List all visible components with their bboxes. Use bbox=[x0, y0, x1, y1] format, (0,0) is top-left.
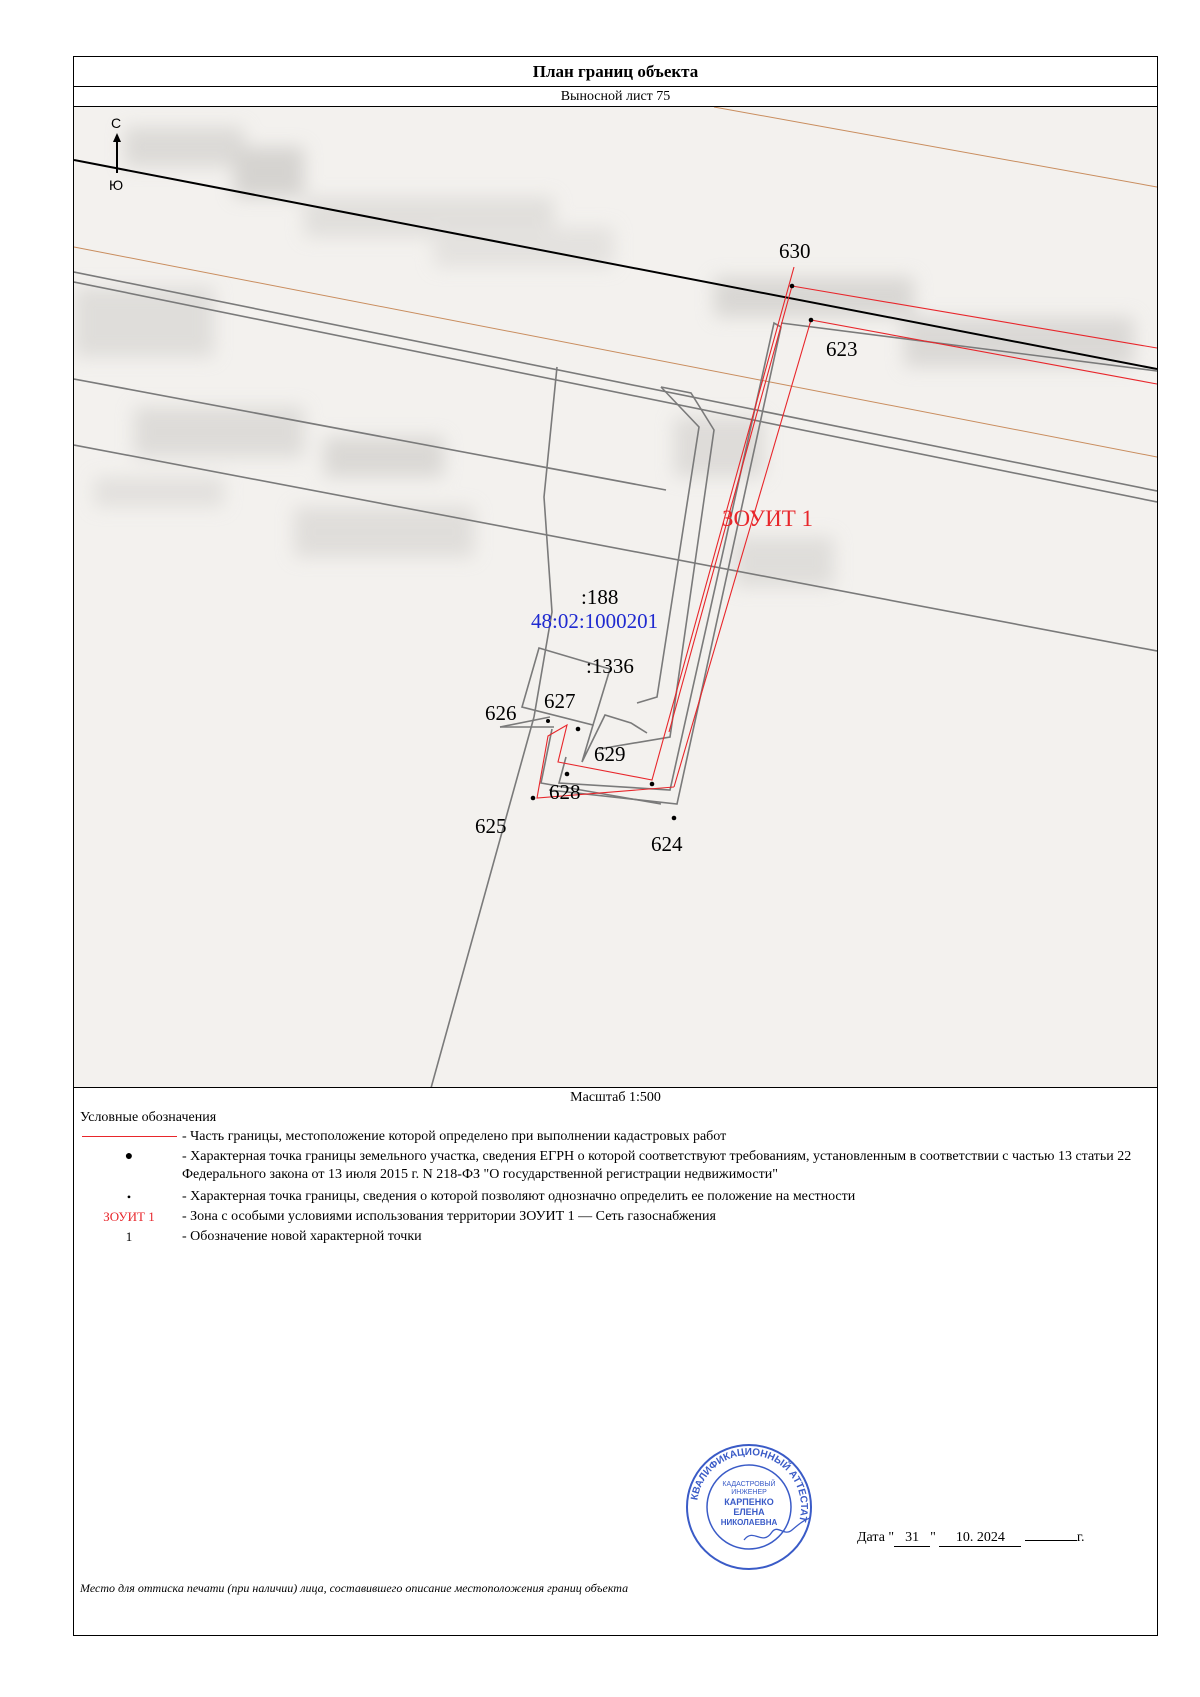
date-line bbox=[857, 1530, 1085, 1547]
date-mid: " bbox=[930, 1530, 936, 1545]
legend-red-line-symbol bbox=[74, 1128, 184, 1146]
document-frame bbox=[73, 56, 1158, 1636]
point-label-627: 627 bbox=[544, 689, 576, 713]
parcel-lines bbox=[74, 272, 1157, 1088]
point-label-628: 628 bbox=[549, 780, 581, 804]
date-prefix: Дата " bbox=[857, 1530, 895, 1545]
legend-text: - Характерная точка границы земельного участка, сведения ЕГРН о которой соответствуют требованиям, установленным в соответствии с частью 13 статьи 22 Федерального закона от 13 июля 2015 г. N 218-ФЗ "О государственной регистрации недвижимости" bbox=[182, 1149, 1132, 1182]
stamp-name3: НИКОЛАЕВНА bbox=[720, 1518, 778, 1527]
scale-label: Масштаб 1:500 bbox=[570, 1090, 661, 1105]
point-label-626: 626 bbox=[485, 701, 517, 725]
stamp-name1: КАРПЕНКО bbox=[724, 1497, 774, 1507]
orange-line-top bbox=[714, 107, 1157, 187]
north-arrow-head bbox=[113, 133, 121, 142]
legend-text: - Характерная точка границы, сведения о которой позволяют однозначно определить ее положение на местности bbox=[182, 1189, 856, 1204]
date-month-year: 10. 2024 bbox=[939, 1530, 1021, 1547]
document-subtitle: Выносной лист 75 bbox=[74, 87, 1157, 107]
stamp-ring-text: КВАЛИФИКАЦИОННЫЙ АТТЕСТАТ bbox=[689, 1446, 810, 1523]
north-label: С bbox=[111, 115, 122, 131]
zone-label: ЗОУИТ 1 bbox=[722, 506, 814, 531]
engineer-stamp bbox=[684, 1442, 814, 1572]
blurred-background bbox=[74, 127, 1134, 587]
stamp-line1: КАДАСТРОВЫЙ bbox=[722, 1481, 776, 1488]
stamp-line2: ИНЖЕНЕР bbox=[731, 1489, 767, 1496]
document-title: План границ объекта bbox=[74, 57, 1157, 87]
legend-number-symbol: 1 bbox=[125, 1229, 133, 1244]
legend-small-dot-symbol: • bbox=[126, 1190, 132, 1204]
point-label-630: 630 bbox=[779, 239, 811, 263]
legend-text: - Обозначение новой характерной точки bbox=[182, 1229, 422, 1244]
legend-large-dot-symbol: ● bbox=[124, 1149, 134, 1164]
date-day: 31 bbox=[894, 1530, 930, 1547]
date-blank bbox=[1025, 1540, 1077, 1541]
stamp-name2: ЕЛЕНА bbox=[733, 1507, 765, 1517]
south-label: Ю bbox=[109, 177, 124, 193]
boundary-plan-map bbox=[74, 107, 1157, 1088]
point-label-623: 623 bbox=[826, 337, 858, 361]
point-label-624: 624 bbox=[651, 832, 683, 856]
date-suffix: г. bbox=[1076, 1530, 1085, 1545]
footer-note: Место для оттиска печати (при наличии) лица, составившего описание местоположения границ объекта bbox=[80, 1581, 629, 1595]
legend-text: - Зона с особыми условиями использования территории ЗОУИТ 1 — Сеть газоснабжения bbox=[182, 1209, 716, 1224]
point-label-629: 629 bbox=[594, 742, 626, 766]
legend-zone-symbol: ЗОУИТ 1 bbox=[103, 1209, 155, 1224]
parcel-label-188: :188 bbox=[581, 585, 619, 609]
parcel-label-1336: :1336 bbox=[586, 654, 634, 678]
legend-title: Условные обозначения bbox=[80, 1110, 217, 1125]
cadastral-quarter-label: 48:02:1000201 bbox=[531, 609, 659, 633]
legend-text: - Часть границы, местоположение которой определено при выполнении кадастровых работ bbox=[182, 1129, 727, 1144]
point-label-625: 625 bbox=[475, 814, 507, 838]
black-boundary-line bbox=[74, 160, 1157, 369]
